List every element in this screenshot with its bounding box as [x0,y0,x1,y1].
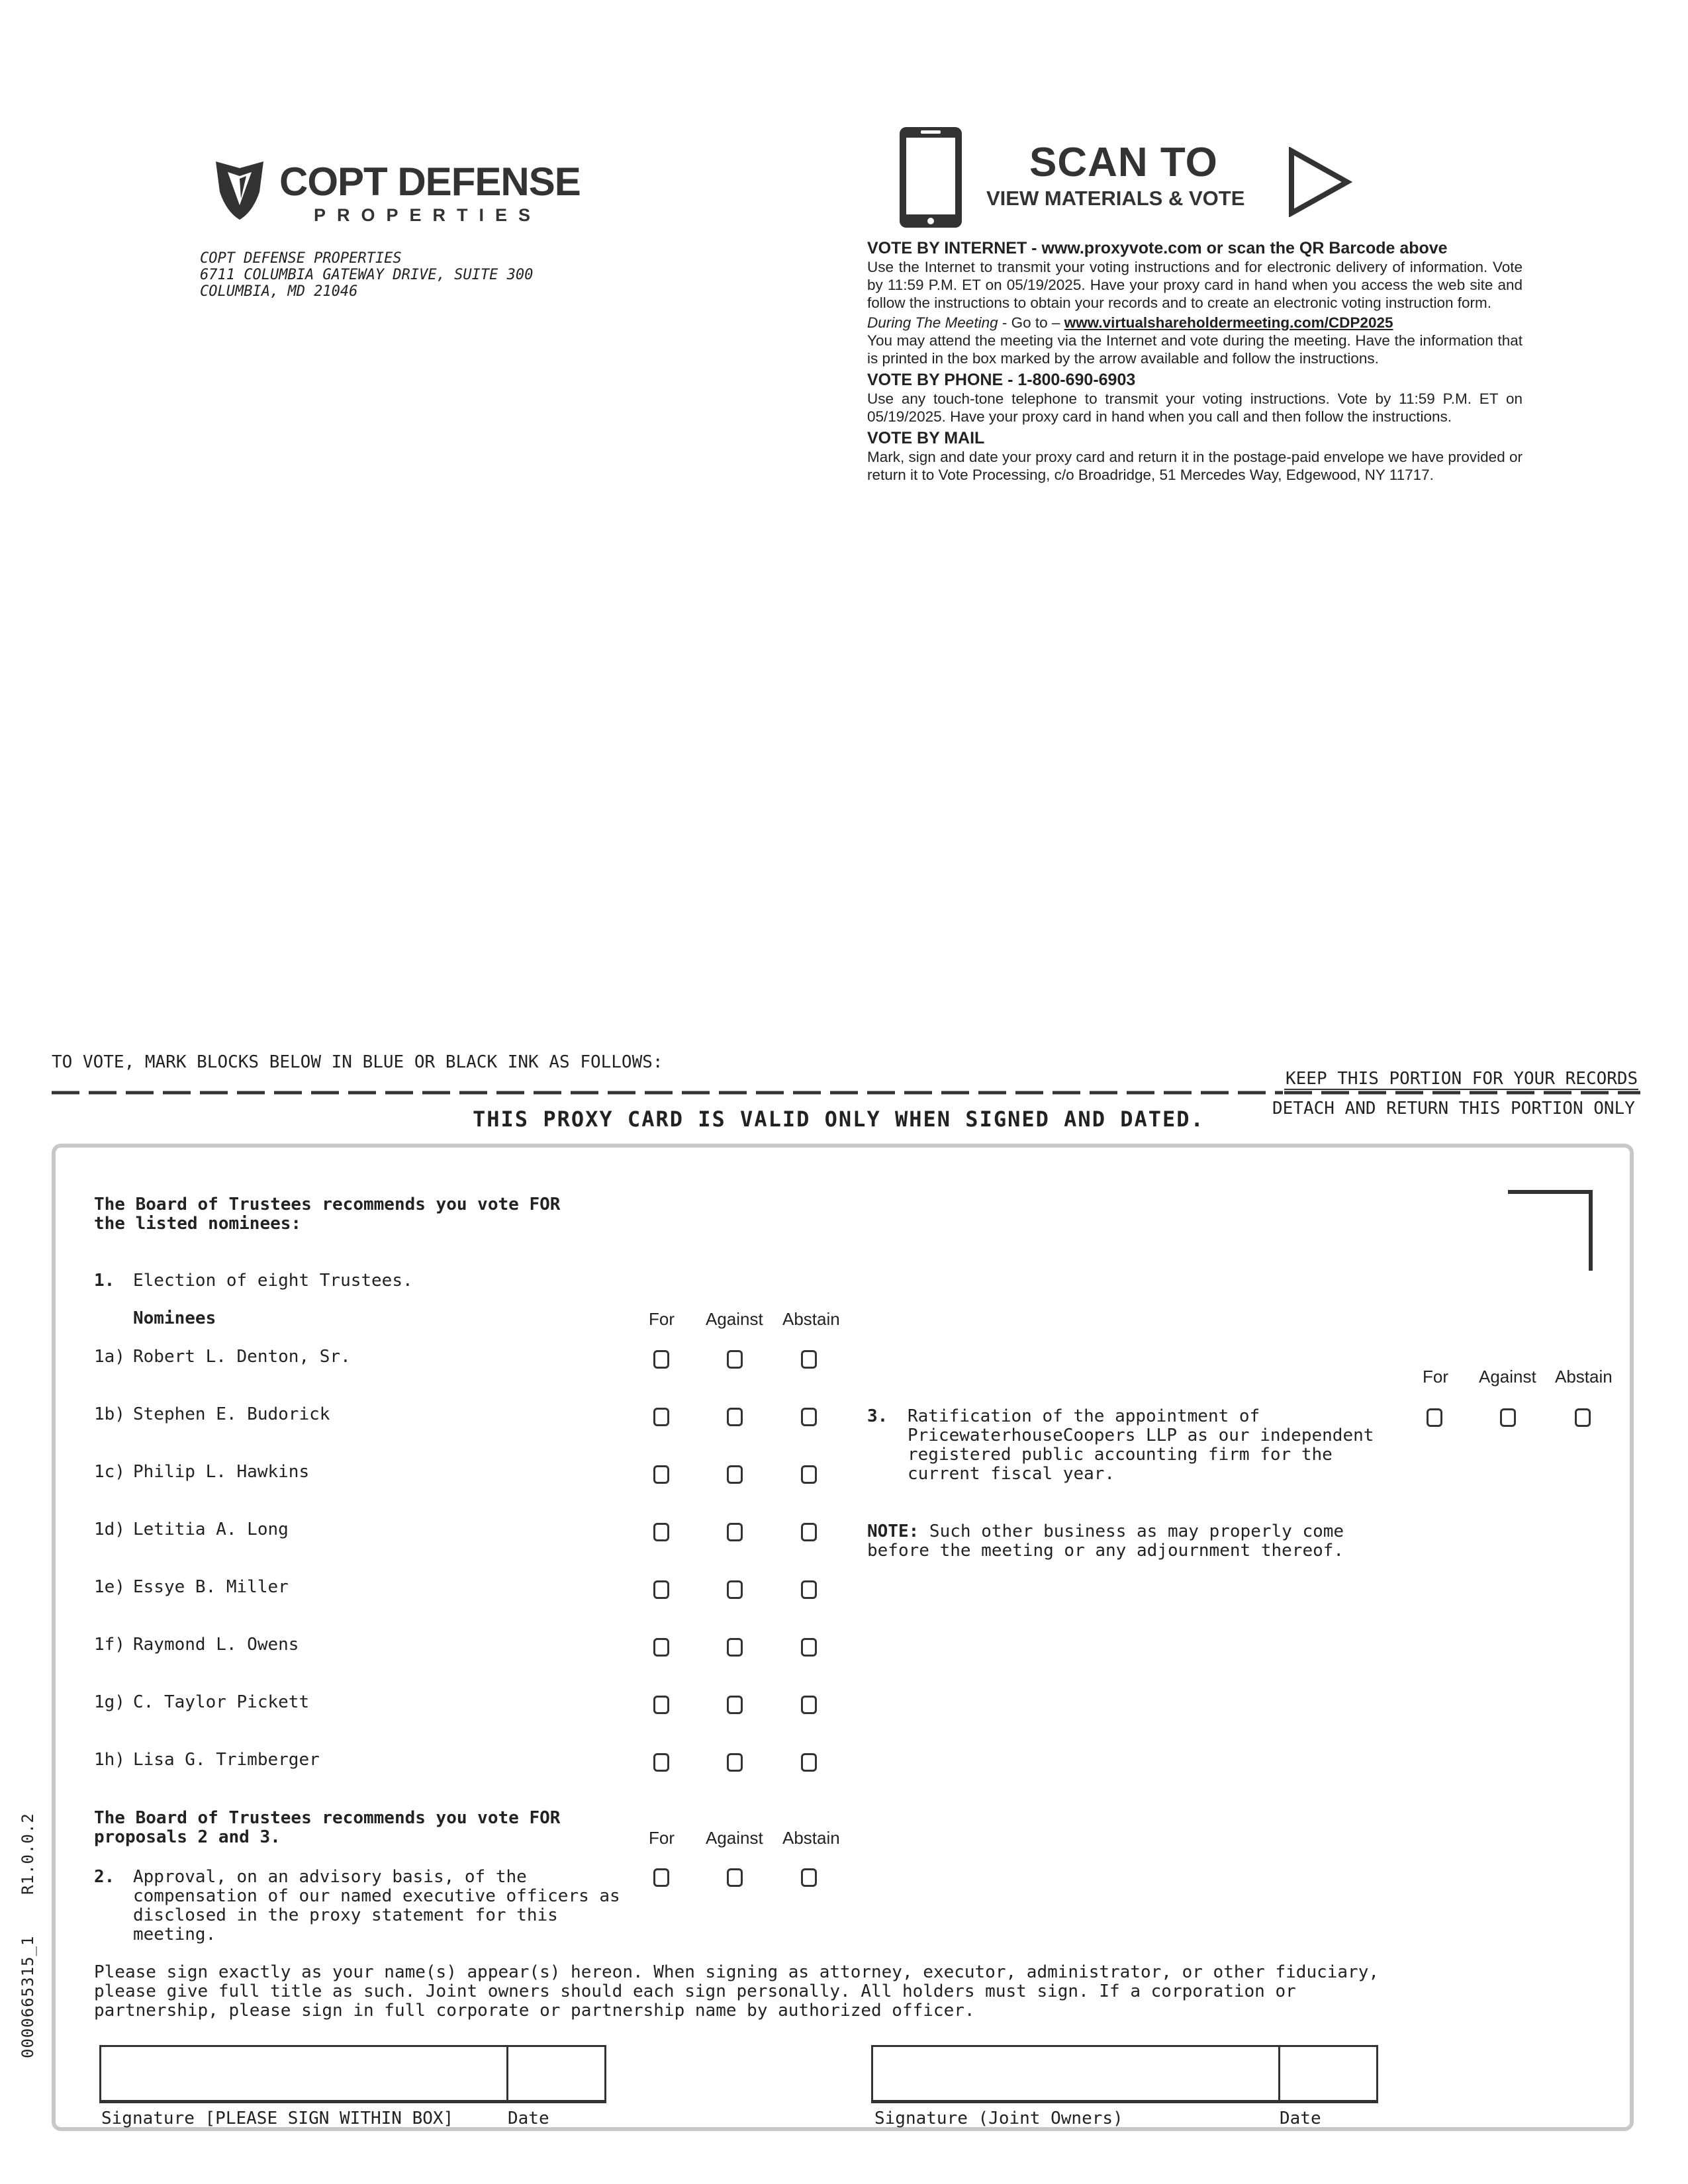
play-arrow-icon [1288,147,1354,217]
logo-title: COPT DEFENSE [279,159,581,204]
nominee-row [94,1463,835,1489]
signature-box[interactable] [99,2045,606,2103]
proposal-3-for-checkbox[interactable] [1427,1408,1442,1427]
vote-for-checkbox[interactable] [653,1523,669,1541]
nominee-name: Robert L. Denton, Sr. [133,1347,351,1367]
scan-title: SCAN TO [1029,140,1218,185]
phone-heading: VOTE BY PHONE - 1-800-690-6903 [867,371,1136,389]
valid-notice: THIS PROXY CARD IS VALID ONLY WHEN SIGNED AND DATED. [473,1107,1205,1132]
vote-against-checkbox[interactable] [727,1523,743,1541]
vote-for-checkbox[interactable] [653,1638,669,1657]
nominee-name: C. Taylor Pickett [133,1692,310,1712]
proposal-2-for-checkbox[interactable] [653,1868,669,1887]
logo-subtitle: PROPERTIES [314,205,542,225]
address-line-1: COPT DEFENSE PROPERTIES [200,250,402,267]
col-against-1: Against [706,1309,763,1329]
vote-for-checkbox[interactable] [653,1753,669,1772]
nominee-name: Essye B. Miller [133,1577,289,1597]
address-line-3: COLUMBIA, MD 21046 [200,283,358,300]
nominee-row [94,1693,835,1719]
date-divider [1278,2047,1280,2100]
nominee-id: 1c) [94,1462,125,1482]
vote-abstain-checkbox[interactable] [801,1753,817,1772]
proposal-3-against-checkbox[interactable] [1500,1408,1516,1427]
company-address [200,250,533,300]
nominee-name: Raymond L. Owens [133,1635,299,1655]
meeting-line [867,314,1523,332]
vote-against-checkbox[interactable] [727,1580,743,1599]
nominee-id: 1a) [94,1347,125,1367]
vote-for-checkbox[interactable] [653,1465,669,1484]
detach-dashed-line [52,1091,1640,1095]
vote-abstain-checkbox[interactable] [801,1465,817,1484]
nominee-id: 1e) [94,1577,125,1597]
nominees-header: Nominees [133,1308,216,1328]
internet-body: Use the Internet to transmit your voting instructions and for electronic delivery of information. Vote by 11:59 P.M. ET on 05/19/2025. Have your proxy card in hand when you access the web site and follow the instructions to obtain your records and to create an electronic voting instruction form. [867,259,1523,311]
note-text: Such other business as may properly come before the meeting or any adjournment thereof. [867,1522,1344,1561]
vote-against-checkbox[interactable] [727,1408,743,1426]
vote-against-checkbox[interactable] [727,1638,743,1657]
mail-body: Mark, sign and date your proxy card and return it in the postage-paid envelope we have provided or return it to Vote Processing, c/o Broadridge, 51 Mercedes Way, Edgewood, NY 11717. [867,449,1523,483]
item-3-text: Ratification of the appointment of PricewaterhouseCoopers LLP as our independent registered public accounting firm for the current fiscal year. [908,1406,1374,1484]
date-divider [506,2047,508,2100]
col-against-2: Against [706,1828,763,1848]
joint-signature-box[interactable] [871,2045,1378,2103]
recommendation-1-line-2: the listed nominees: [94,1214,302,1234]
item-1-text: Election of eight Trustees. [133,1271,413,1291]
vote-abstain-checkbox[interactable] [801,1350,817,1369]
col-abstain-3: Abstain [1555,1367,1613,1387]
to-vote-instruction: TO VOTE, MARK BLOCKS BELOW IN BLUE OR BLACK INK AS FOLLOWS: [52,1052,663,1072]
vote-abstain-checkbox[interactable] [801,1696,817,1714]
vote-against-checkbox[interactable] [727,1350,743,1369]
vote-for-checkbox[interactable] [653,1580,669,1599]
nominee-row [94,1635,835,1662]
vote-abstain-checkbox[interactable] [801,1523,817,1541]
nominee-id: 1d) [94,1520,125,1539]
col-against-3: Against [1479,1367,1536,1387]
recommendation-2-line-2: proposals 2 and 3. [94,1827,281,1847]
detach-return-label: DETACH AND RETURN THIS PORTION ONLY [1272,1099,1635,1118]
keep-underline [1284,1089,1638,1090]
vote-against-checkbox[interactable] [727,1753,743,1772]
date-label-2: Date [1280,2109,1321,2128]
item-1-number: 1. [94,1271,115,1291]
item-2-number: 2. [94,1867,115,1887]
internet-heading: VOTE BY INTERNET - www.proxyvote.com or scan the QR Barcode above [867,239,1448,257]
nominee-name: Letitia A. Long [133,1520,289,1539]
vote-against-checkbox[interactable] [727,1465,743,1484]
company-logo [213,159,610,232]
sign-instructions: Please sign exactly as your name(s) appear(s) hereon. When signing as attorney, executor, administrator, or other fiduciary, please give full title as such. Joint owners should each sign personally. All holders must sign. If a corporation or partnership, please sign in full corporate or partnership name by authorized officer. [94,1962,1380,2021]
vote-abstain-checkbox[interactable] [801,1580,817,1599]
logo-mark-icon [213,159,266,222]
vote-for-checkbox[interactable] [653,1696,669,1714]
nominee-id: 1b) [94,1404,125,1424]
corner-mark [1508,1190,1593,1271]
keep-portion-label: KEEP THIS PORTION FOR YOUR RECORDS [1286,1069,1638,1089]
phone-body: Use any touch-tone telephone to transmit your voting instructions. Vote by 11:59 P.M. ET on 05/19/2025. Have your proxy card in hand when you call and then follow the instructions. [867,390,1523,425]
proposal-2-against-checkbox[interactable] [727,1868,743,1887]
vote-abstain-checkbox[interactable] [801,1408,817,1426]
nominee-row [94,1520,835,1547]
nominee-row [94,1347,835,1374]
recommendation-1 [94,1195,560,1234]
voting-instructions [867,238,1523,484]
mail-heading: VOTE BY MAIL [867,429,985,447]
joint-signature-label: Signature (Joint Owners) [874,2109,1123,2128]
meeting-link[interactable]: www.virtualshareholdermeeting.com/CDP2025 [1064,314,1393,331]
vote-against-checkbox[interactable] [727,1696,743,1714]
nominee-name: Stephen E. Budorick [133,1404,330,1424]
item-2-text: Approval, on an advisory basis, of the compensation of our named executive officers as disclosed in the proxy statement for this meeting. [133,1867,620,1944]
vote-abstain-checkbox[interactable] [801,1638,817,1657]
nominee-row [94,1578,835,1604]
date-label-1: Date [508,2109,549,2128]
nominee-name: Philip L. Hawkins [133,1462,310,1482]
nominee-id: 1f) [94,1635,125,1655]
note-label: NOTE: [867,1522,919,1541]
note [867,1522,1344,1561]
col-for-1: For [649,1309,675,1329]
col-for-3: For [1423,1367,1448,1387]
meeting-body: You may attend the meeting via the Internet and vote during the meeting. Have the information that is printed in the box marked by the arrow available and follow the instructions. [867,332,1523,367]
nominee-row [94,1751,835,1777]
col-abstain-2: Abstain [782,1828,840,1848]
recommendation-1-line-1: The Board of Trustees recommends you vote FOR [94,1195,561,1214]
meeting-prefix: During The Meeting [867,314,998,331]
vote-for-checkbox[interactable] [653,1408,669,1426]
col-abstain-1: Abstain [782,1309,840,1329]
address-line-2: 6711 COLUMBIA GATEWAY DRIVE, SUITE 300 [200,267,534,283]
scan-subtitle: VIEW MATERIALS & VOTE [986,187,1245,210]
side-form-code: 0000665315_1 R1.0.0.2 [19,1813,37,2058]
proposal-2-abstain-checkbox[interactable] [801,1868,817,1887]
nominee-name: Lisa G. Trimberger [133,1750,320,1770]
item-3-number: 3. [867,1406,888,1426]
nominee-id: 1g) [94,1692,125,1712]
nominee-id: 1h) [94,1750,125,1770]
recommendation-2 [94,1809,560,1847]
nominee-row [94,1405,835,1432]
vote-for-checkbox[interactable] [653,1350,669,1369]
recommendation-2-line-1: The Board of Trustees recommends you vote FOR [94,1808,561,1828]
proposal-3-abstain-checkbox[interactable] [1575,1408,1591,1427]
meeting-goto: - Go to – [998,314,1064,331]
phone-icon [897,124,964,230]
signature-label: Signature [PLEASE SIGN WITHIN BOX] [101,2109,454,2128]
col-for-2: For [649,1828,675,1848]
